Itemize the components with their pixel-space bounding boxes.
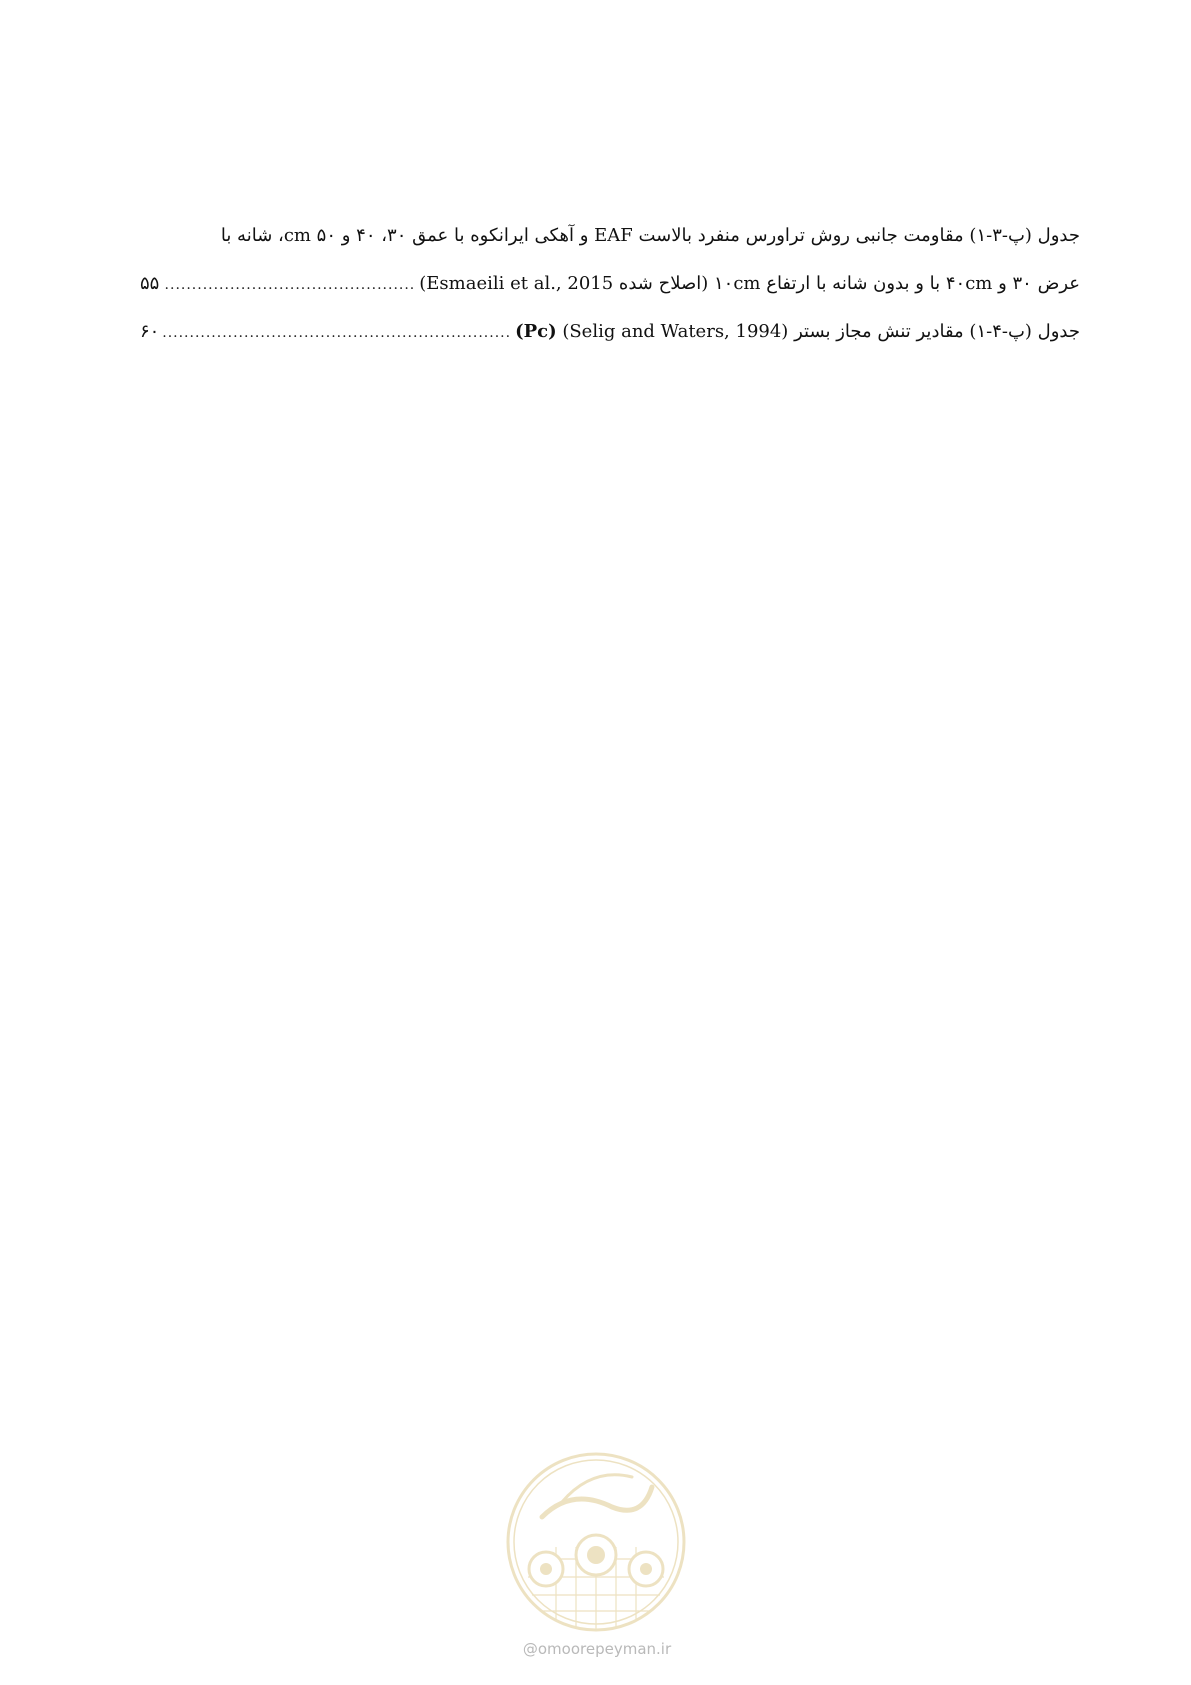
toc-entry-2-symbol: (Pc) [515,321,557,342]
toc-entry-2[interactable] [140,308,1080,356]
toc-entry-2-page: ۶۰ [140,321,160,342]
toc-entry-1-title-cont: عرض ۳۰ و ۴۰cm با و بدون شانه با ارتفاع ۱۰cm (اصلاح شده Esmaeili et al., 2015) [419,273,1080,294]
toc-entry-1-title: جدول (پ-۳-۱) مقاومت جانبی روش تراورس منفرد بالاست EAF و آهکی ایرانکوه با عمق ۳۰، ۴۰ و cm ۵۰، شانه با [220,225,1080,246]
toc-entry-2-citation: (Selig and Waters, 1994) [562,321,789,342]
toc-entry-2-title-text: جدول (پ-۴-۱) مقادیر تنش مجاز بستر [794,321,1080,342]
omoorepeyman-logo-icon [502,1447,690,1637]
toc-entry-2-title [515,308,1080,356]
dot-leader [163,261,415,309]
dot-leader [163,309,511,357]
table-of-tables [140,212,1080,356]
toc-entry-1-line-1 [140,212,1080,260]
watermark-caption: @omoorepeyman.ir [522,1640,672,1658]
toc-entry-1-page: ۵۵ [140,273,160,294]
toc-entry-1-line-2[interactable] [140,260,1080,308]
